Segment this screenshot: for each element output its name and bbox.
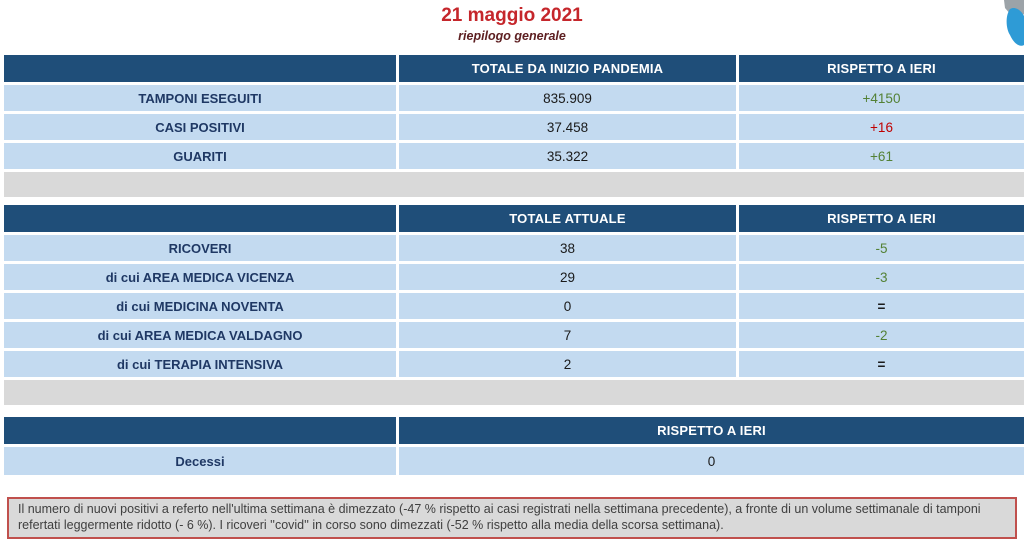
row-delta-area-medica-valdagno: -2 — [739, 322, 1024, 348]
row-delta-guariti: +61 — [739, 143, 1024, 169]
row-label-terapia-intensiva: di cui TERAPIA INTENSIVA — [4, 351, 396, 377]
column-header-totale-pandemia: TOTALE DA INIZIO PANDEMIA — [399, 55, 736, 82]
column-header-rispetto-ieri: RISPETTO A IERI — [739, 205, 1024, 232]
row-value-tamponi: 835.909 — [399, 85, 736, 111]
header-cell-empty — [4, 417, 396, 444]
row-label-medicina-noventa: di cui MEDICINA NOVENTA — [4, 293, 396, 319]
row-label-decessi: Decessi — [4, 447, 396, 475]
row-value-casi-positivi: 37.458 — [399, 114, 736, 140]
row-delta-medicina-noventa: = — [739, 293, 1024, 319]
column-header-rispetto-ieri: RISPETTO A IERI — [399, 417, 1024, 444]
row-value-terapia-intensiva: 2 — [399, 351, 736, 377]
table-pandemic-totals — [4, 55, 1024, 169]
row-delta-terapia-intensiva: = — [739, 351, 1024, 377]
table-deaths — [4, 417, 1024, 475]
row-delta-casi-positivi: +16 — [739, 114, 1024, 140]
column-header-totale-attuale: TOTALE ATTUALE — [399, 205, 736, 232]
row-label-casi-positivi: CASI POSITIVI — [4, 114, 396, 140]
page-title: 21 maggio 2021 — [441, 5, 583, 26]
row-label-area-medica-valdagno: di cui AREA MEDICA VALDAGNO — [4, 322, 396, 348]
row-label-ricoveri: RICOVERI — [4, 235, 396, 261]
report-header — [0, 0, 1024, 44]
row-value-decessi: 0 — [399, 447, 1024, 475]
header-cell-empty — [4, 205, 396, 232]
weekly-summary-note: Il numero di nuovi positivi a referto nell'ultima settimana è dimezzato (-47 % rispetto ai casi registrati nella settimana precedente), a fronte di un volume settimanale di tamponi refertati leggermente ridotto (- 6 %). I ricoveri ''covid'' in corso sono dimezzati (-52 % rispetto alla media della scorsa settimana). — [7, 497, 1017, 539]
row-label-area-medica-vicenza: di cui AREA MEDICA VICENZA — [4, 264, 396, 290]
column-header-rispetto-ieri: RISPETTO A IERI — [739, 55, 1024, 82]
row-value-guariti: 35.322 — [399, 143, 736, 169]
header-cell-empty — [4, 55, 396, 82]
row-value-medicina-noventa: 0 — [399, 293, 736, 319]
row-delta-area-medica-vicenza: -3 — [739, 264, 1024, 290]
separator-band — [4, 380, 1024, 405]
row-delta-ricoveri: -5 — [739, 235, 1024, 261]
row-value-ricoveri: 38 — [399, 235, 736, 261]
region-map-graphic — [994, 0, 1024, 52]
table-current-hospitalizations — [4, 205, 1024, 377]
row-label-tamponi: TAMPONI ESEGUITI — [4, 85, 396, 111]
row-label-guariti: GUARITI — [4, 143, 396, 169]
row-value-area-medica-vicenza: 29 — [399, 264, 736, 290]
row-value-area-medica-valdagno: 7 — [399, 322, 736, 348]
separator-band — [4, 172, 1024, 197]
row-delta-tamponi: +4150 — [739, 85, 1024, 111]
page-subtitle: riepilogo generale — [458, 29, 566, 43]
